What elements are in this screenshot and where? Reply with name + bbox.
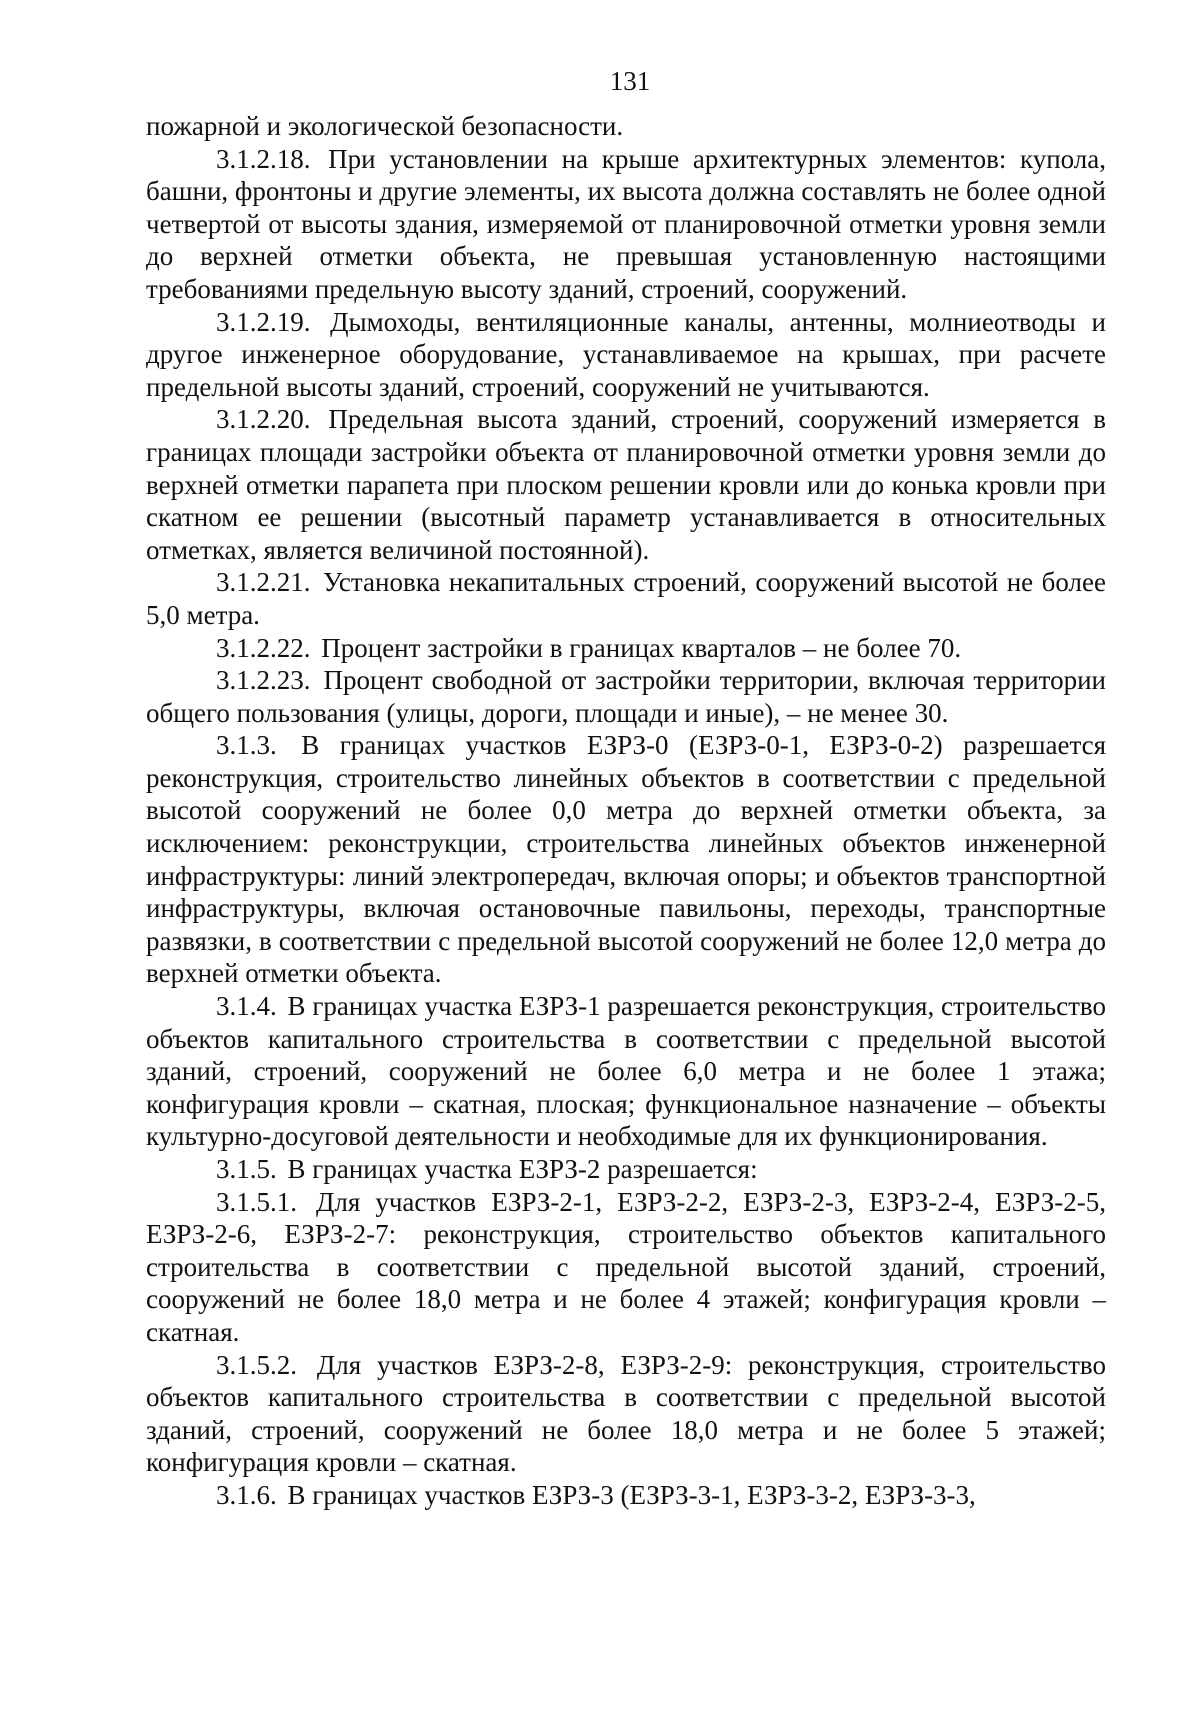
paragraph-number: 3.1.2.20. <box>216 404 311 435</box>
paragraph-text: В границах участка ЕЗРЗ-2 разрешается: <box>287 1154 758 1184</box>
paragraph-text: пожарной и экологической безопасности. <box>146 111 624 141</box>
paragraph-text: Процент свободной от застройки территории, включая территории общего пользования (улицы, дороги, площади и иные), – не менее 30. <box>146 665 1106 728</box>
paragraph-number: 3.1.4. <box>216 991 277 1022</box>
paragraph-3-1-2-20 <box>146 403 1106 566</box>
paragraph-number: 3.1.5. <box>216 1154 277 1184</box>
paragraph-text: Дымоходы, вентиляционные каналы, антенны, молниеотводы и другое инженерное оборудование, устанавливаемое на крышах, при расчете предельной высоты зданий, строений, сооружений не учитываются. <box>146 306 1106 402</box>
paragraph-3-1-2-19 <box>146 306 1106 404</box>
paragraph-3-1-3 <box>146 729 1106 990</box>
paragraph-number: 3.1.2.18. <box>216 143 311 174</box>
paragraph-text: Для участков ЕЗРЗ-2-1, ЕЗРЗ-2-2, ЕЗРЗ-2-3, ЕЗРЗ-2-4, ЕЗРЗ-2-5, ЕЗРЗ-2-6, ЕЗРЗ-2-7: реконструкция, строительство объектов капитального строительства в соответствии с предельной высотой зданий, строений, сооружений не более 18,0 метра и не более 4 этажей; конфигурация кровли – скатная. <box>146 1186 1106 1347</box>
paragraph-number: 3.1.2.22. <box>216 632 311 663</box>
paragraph-text: В границах участков ЕЗРЗ-0 (ЕЗРЗ-0-1, ЕЗРЗ-0-2) разрешается реконструкция, строительство линейных объектов в соответствии с предельной высотой сооружений не более 0,0 метра до верхней отметки объекта, за исключением: реконструкции, строительства линейных объектов инженерной инфраструктуры: линий электропередач, включая опоры; и объектов транспортной инфраструктуры, включая остановочные павильоны, переходы, транспортные развязки, в соответствии с предельной высотой сооружений не более 12,0 метра до верхней отметки объекта. <box>146 730 1107 989</box>
document-body <box>146 110 1106 1512</box>
paragraph-number: 3.1.2.23. <box>216 665 311 696</box>
paragraph-number: 3.1.5.1. <box>216 1186 297 1217</box>
paragraph-text: В границах участков ЕЗРЗ-3 (ЕЗРЗ-3-1, ЕЗРЗ-3-2, ЕЗРЗ-3-3, <box>287 1479 976 1510</box>
paragraph-3-1-6 <box>146 1479 1106 1512</box>
paragraph-text: При установлении на крыше архитектурных элементов: купола, башни, фронтоны и другие элементы, их высота должна составлять не более одной четвертой от высоты здания, измеряемой от планировочной отметки уровня земли до верхней отметки объекта, не превышая установленную настоящими требованиями предельную высоту зданий, строений, сооружений. <box>146 143 1107 304</box>
paragraph-3-1-4 <box>146 990 1106 1153</box>
paragraph-number: 3.1.2.21. <box>216 567 311 598</box>
paragraph-text: Процент застройки в границах кварталов – не более 70. <box>321 632 962 663</box>
paragraph-3-1-2-22 <box>146 632 1106 665</box>
paragraph-3-1-2-18 <box>146 143 1106 306</box>
paragraph-number: 3.1.3. <box>216 730 277 761</box>
paragraph-number: 3.1.2.19. <box>216 306 311 337</box>
paragraph-text: Установка некапитальных строений, сооружений высотой не более 5,0 метра. <box>146 567 1106 630</box>
paragraph-3-1-5 <box>146 1153 1106 1186</box>
paragraph-number: 3.1.6. <box>216 1479 277 1510</box>
paragraph-continuation <box>146 110 1106 143</box>
paragraph-text: Для участков ЕЗРЗ-2-8, ЕЗРЗ-2-9: реконструкция, строительство объектов капитального строительства в соответствии с предельной высотой зданий, строений, сооружений не более 18,0 метра и не более 5 этажей; конфигурация кровли – скатная. <box>146 1349 1107 1478</box>
paragraph-3-1-5-2 <box>146 1349 1106 1479</box>
paragraph-text: В границах участка ЕЗРЗ-1 разрешается реконструкция, строительство объектов капитального строительства в соответствии с предельной высотой зданий, строений, сооружений не более 6,0 метра и не более 1 этажа; конфигурация кровли – скатная, плоская; функциональное назначение – объекты культурно-досуговой деятельности и необходимые для их функционирования. <box>146 991 1106 1152</box>
paragraph-text: Предельная высота зданий, строений, сооружений измеряется в границах площади застройки объекта от планировочной отметки уровня земли до верхней отметки парапета при плоском решении кровли или до конька кровли при скатном ее решении (высотный параметр устанавливается в относительных отметках, является величиной постоянной). <box>146 404 1107 565</box>
paragraph-number: 3.1.5.2. <box>216 1349 297 1380</box>
paragraph-3-1-2-21 <box>146 566 1106 631</box>
paragraph-3-1-2-23 <box>146 664 1106 729</box>
page-number: 131 <box>609 66 651 96</box>
paragraph-3-1-5-1 <box>146 1186 1106 1349</box>
